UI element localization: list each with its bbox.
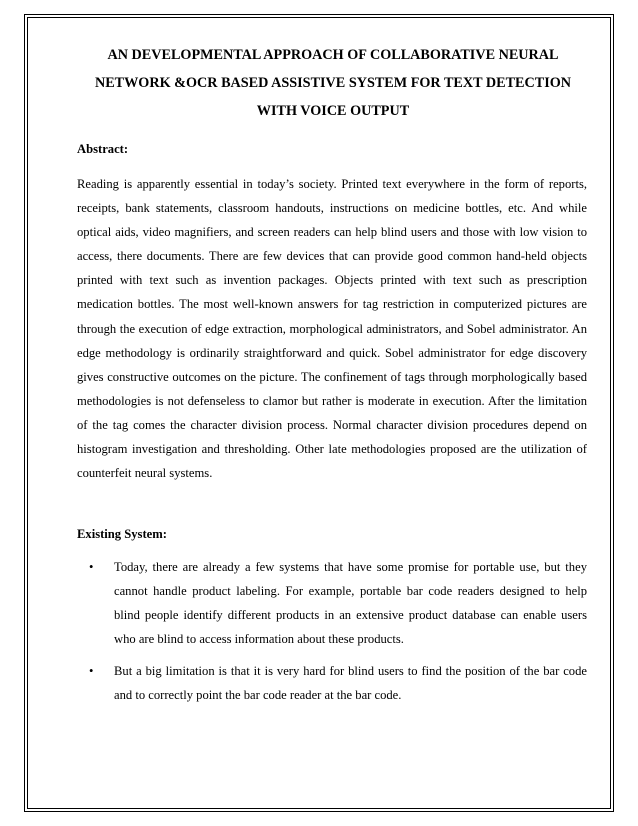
bullet-icon: • xyxy=(89,560,94,575)
list-item-text: Today, there are already a few systems that have some promise for portable use, but they cannot handle product labeling. For example, portable bar code readers designed to help blind people identify different products in an extensive product database can enable users who are blind to access information about these products. xyxy=(114,560,587,646)
abstract-heading: Abstract: xyxy=(77,142,129,156)
document-body xyxy=(77,41,587,716)
list-item xyxy=(77,556,587,652)
existing-system-heading: Existing System: xyxy=(77,527,167,542)
abstract-paragraph: Reading is apparently essential in today’s society. Printed text everywhere in the form of reports, receipts, bank statements, classroom handouts, instructions on medicine bottles, etc. And while optical aids, video magnifiers, and screen readers can help blind users and those with low vision to access, there documents. There are few devices that can provide good common hand-held objects printed with text such as invention packages. Objects printed with text such as prescription medication bottles. The most well-known answers for tag restriction in computerized pictures are through the execution of edge extraction, morphological administrators, and Sobel administrator. An edge methodology is ordinarily straightforward and quick. Sobel administrator for edge discovery gives constructive outcomes on the picture. The confinement of tags through morphologically based methodologies is not defenseless to clamor but rather is moderate in execution. After the limitation of the tag comes the character division process. Normal character division procedures depend on histogram investigation and thresholding. Other late methodologies proposed are the utilization of counterfeit neural systems. xyxy=(77,177,587,481)
existing-system-list xyxy=(77,556,587,707)
list-item xyxy=(77,660,587,708)
document-title: AN DEVELOPMENTAL APPROACH OF COLLABORATIVE NEURAL NETWORK &OCR BASED ASSISTIVE SYSTEM FOR TEXT DETECTION WITH VOICE OUTPUT xyxy=(94,47,572,119)
list-item-text: But a big limitation is that it is very hard for blind users to find the position of the bar code and to correctly point the bar code reader at the bar code. xyxy=(114,663,587,702)
bullet-icon: • xyxy=(89,663,94,678)
